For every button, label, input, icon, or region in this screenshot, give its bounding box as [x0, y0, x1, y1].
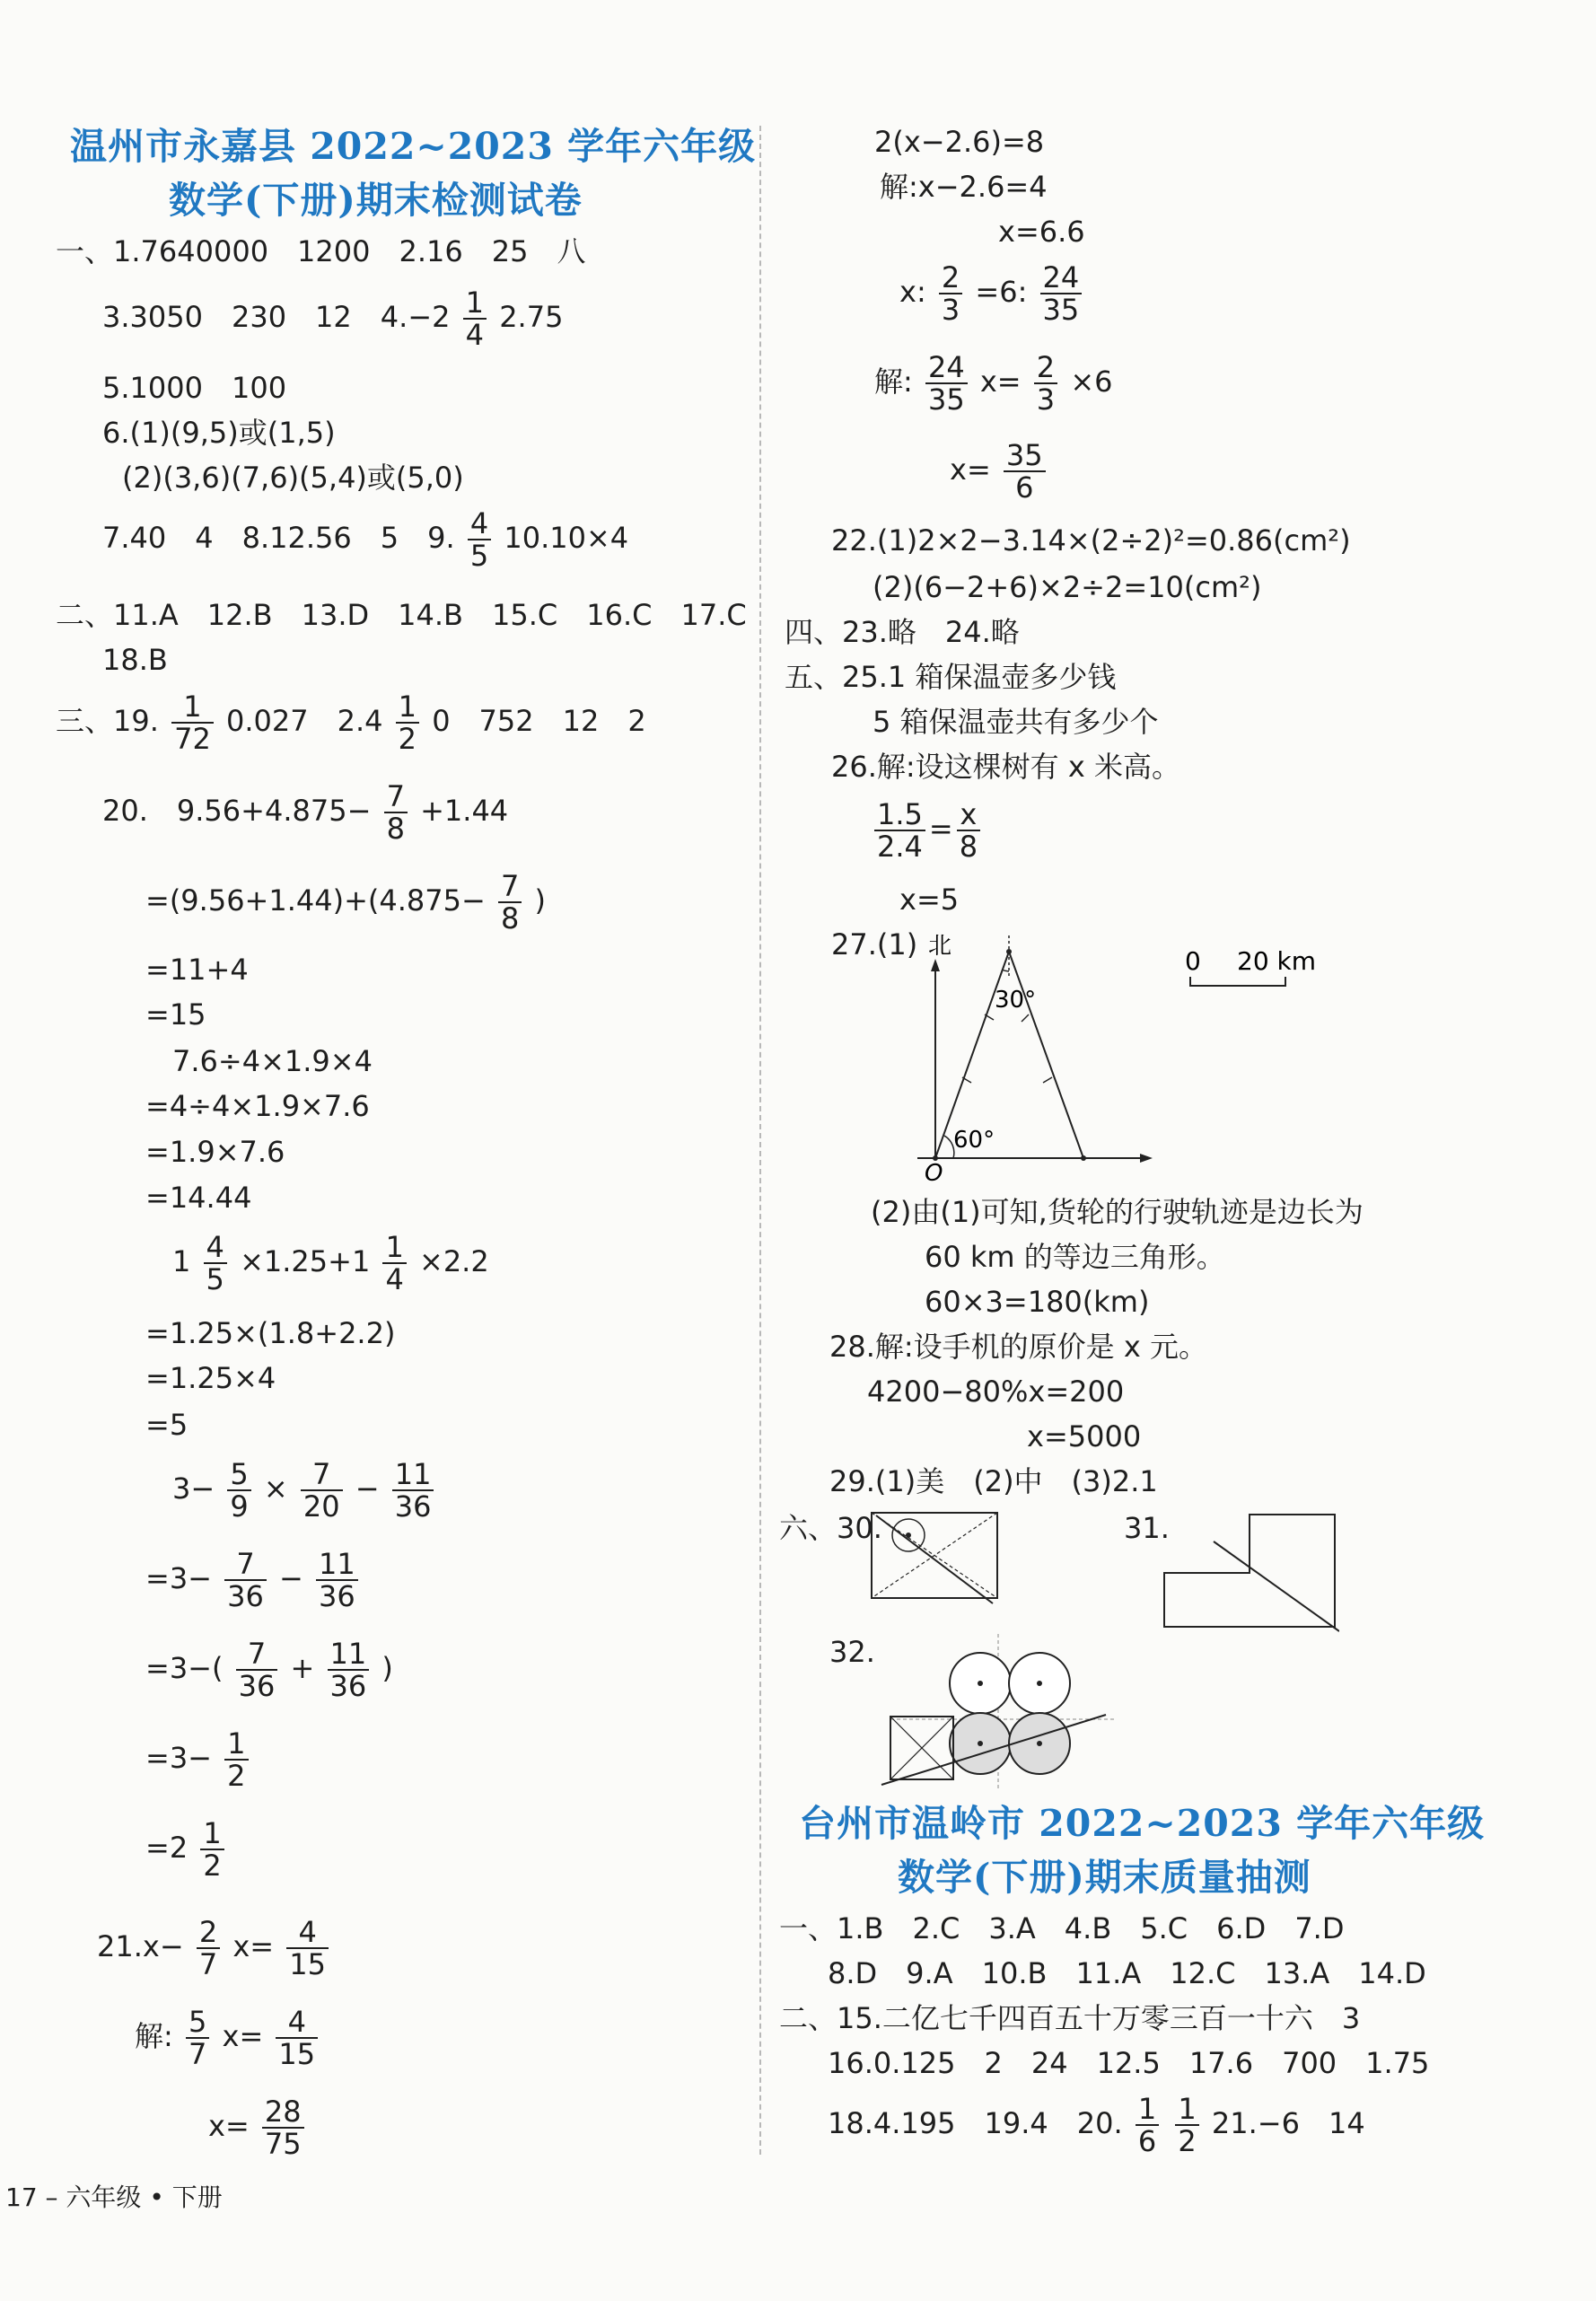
answer-line: 26.解:设这棵树有 x 米高。: [831, 750, 1180, 784]
answer-line: 22.(1)2×2−3.14×(2÷2)²=0.86(cm²): [831, 523, 1351, 558]
equation-line: 解: $\frac{24}{35}$ x= $\frac{2}{3}$ ×6: [874, 350, 1113, 417]
answer-line: (2)(3,6)(7,6)(5,4)或(5,0): [122, 461, 464, 495]
calc-line: =2 $\frac{1}{2}$: [145, 1818, 228, 1881]
equation-line: 解: $\frac{5}{7}$ x= $\frac{4}{15}$: [135, 2007, 321, 2069]
answer-line: 18.B: [102, 643, 168, 677]
answer-line: 7.40 4 8.12.56 5 9. $\frac{4}{5}$ 10.10×4: [102, 506, 629, 573]
rectangle-circle-figure: [867, 1508, 1002, 1607]
calc-line: =3−( $\frac{7}{36}$ + $\frac{11}{36}$ ): [145, 1637, 393, 1703]
exam-title-2-line2: 数学(下册)期末质量抽测: [898, 1856, 1311, 1899]
answer-line: 二、11.A 12.B 13.D 14.B 15.C 16.C 17.C: [56, 598, 747, 632]
answer-line: 60 km 的等边三角形。: [925, 1240, 1225, 1274]
answer-line: (2)(6−2+6)×2÷2=10(cm²): [873, 570, 1262, 604]
calc-line: =3− $\frac{1}{2}$: [145, 1728, 252, 1791]
answer-line: 8.D 9.A 10.B 11.A 12.C 13.A 14.D: [828, 1956, 1426, 1990]
answer-line: 18.4.195 19.4 20. $\frac{1}{6}$ $\frac{1}{2}$ 21.−6 14: [828, 2092, 1365, 2158]
calc-line: =1.25×4: [145, 1361, 276, 1395]
calc-line: =1.25×(1.8+2.2): [145, 1316, 396, 1350]
answer-line: 五、25.1 箱保温壶多少钱: [785, 660, 1117, 694]
triangle-route-figure: [908, 925, 1178, 1185]
answer-line: 31.: [1124, 1511, 1170, 1545]
column-divider: [759, 126, 761, 2155]
answer-line: 三、19. $\frac{1}{72}$ 0.027 2.4 $\frac{1}{2}$ 0 752 12 2: [56, 689, 646, 756]
answer-line: 5.1000 100: [102, 371, 287, 405]
exam-title-1-line2: 数学(下册)期末检测试卷: [169, 179, 583, 222]
answer-line: 27.(1): [831, 927, 918, 962]
answer-line: 6.(1)(9,5)或(1,5): [102, 416, 336, 450]
scale-zero-label: 0: [1185, 946, 1201, 976]
exam-title-1-line1: 温州市永嘉县 2022~2023 学年六年级: [70, 125, 757, 168]
answer-line: 一、1.B 2.C 3.A 4.B 5.C 6.D 7.D: [779, 1911, 1345, 1945]
calc-line: =11+4: [145, 953, 249, 987]
answer-line: 4200−80%x=200: [867, 1374, 1125, 1409]
answer-line: 四、23.略 24.略: [785, 615, 1020, 649]
answer-line: x=5000: [1027, 1419, 1142, 1453]
origin-label: O: [925, 1160, 943, 1185]
l-shape-figure: [1160, 1510, 1339, 1636]
calc-line: =15: [145, 997, 206, 1032]
calc-line: =14.44: [145, 1181, 252, 1215]
equation-line: 2(x−2.6)=8: [874, 125, 1045, 159]
equation-line: 21.x− $\frac{2}{7}$ x= $\frac{4}{15}$: [97, 1917, 332, 1980]
equation-line: x=5: [899, 883, 960, 917]
answer-line: 六、30.: [779, 1511, 882, 1545]
calc-line: =5: [145, 1408, 189, 1442]
angle-30-label: 30°: [995, 987, 1037, 1014]
answer-line: 一、1.7640000 1200 2.16 25 八: [56, 234, 586, 268]
answer-line: 32.: [829, 1635, 875, 1669]
calc-line: 3− $\frac{5}{9}$ × $\frac{7}{20}$ − $\frac{11}{36}$: [172, 1459, 437, 1522]
calc-line: =(9.56+1.44)+(4.875− $\frac{7}{8}$ ): [145, 869, 546, 935]
answer-line: 16.0.125 2 24 12.5 17.6 700 1.75: [828, 2046, 1430, 2080]
calc-line: =3− $\frac{7}{36}$ − $\frac{11}{36}$: [145, 1549, 362, 1612]
answer-line: 3.3050 230 12 4.−2 $\frac{1}{4}$ 2.75: [102, 285, 564, 352]
answer-line: 二、15.二亿七千四百五十万零三百一十六 3: [779, 2001, 1361, 2035]
equation-line: x=6.6: [998, 215, 1085, 249]
angle-60-label: 60°: [953, 1127, 995, 1154]
north-label: 北: [928, 933, 952, 960]
circles-figure: [864, 1634, 1124, 1796]
equation-line: x= $\frac{35}{6}$: [950, 440, 1049, 503]
answer-line: 28.解:设手机的原价是 x 元。: [829, 1330, 1207, 1364]
left-column: [36, 0, 757, 2301]
equation-line: x= $\frac{28}{75}$: [208, 2096, 308, 2159]
right-column: [774, 0, 1555, 2301]
equation-line: x: $\frac{2}{3}$ =6: $\frac{24}{35}$: [899, 262, 1085, 325]
scale-bar: [1178, 943, 1348, 997]
exam-title-2-line1: 台州市温岭市 2022~2023 学年六年级: [799, 1802, 1486, 1845]
calc-line: 7.6÷4×1.9×4: [172, 1044, 373, 1078]
scale-length-label: 20 km: [1237, 946, 1317, 976]
answer-line: 5 箱保温壶共有多少个: [873, 705, 1159, 739]
equation-line: $\frac{1.5}{2.4}$ = $\frac{x}{8}$: [871, 799, 984, 862]
calc-line: =1.9×7.6: [145, 1135, 285, 1169]
calc-line: 20. 9.56+4.875− $\frac{7}{8}$ +1.44: [102, 779, 509, 846]
calc-line: 1 $\frac{4}{5}$ ×1.25+1 $\frac{1}{4}$ ×2.2: [172, 1230, 489, 1296]
calc-line: =4÷4×1.9×7.6: [145, 1089, 370, 1123]
answer-line: (2)由(1)可知,货轮的行驶轨迹是边长为: [871, 1195, 1364, 1229]
equation-line: 解:x−2.6=4: [880, 170, 1048, 204]
answer-line: 29.(1)美 (2)中 (3)2.1: [829, 1464, 1158, 1498]
answer-line: 60×3=180(km): [925, 1285, 1150, 1319]
page-footer: 17 – 六年级 • 下册: [5, 2182, 223, 2212]
